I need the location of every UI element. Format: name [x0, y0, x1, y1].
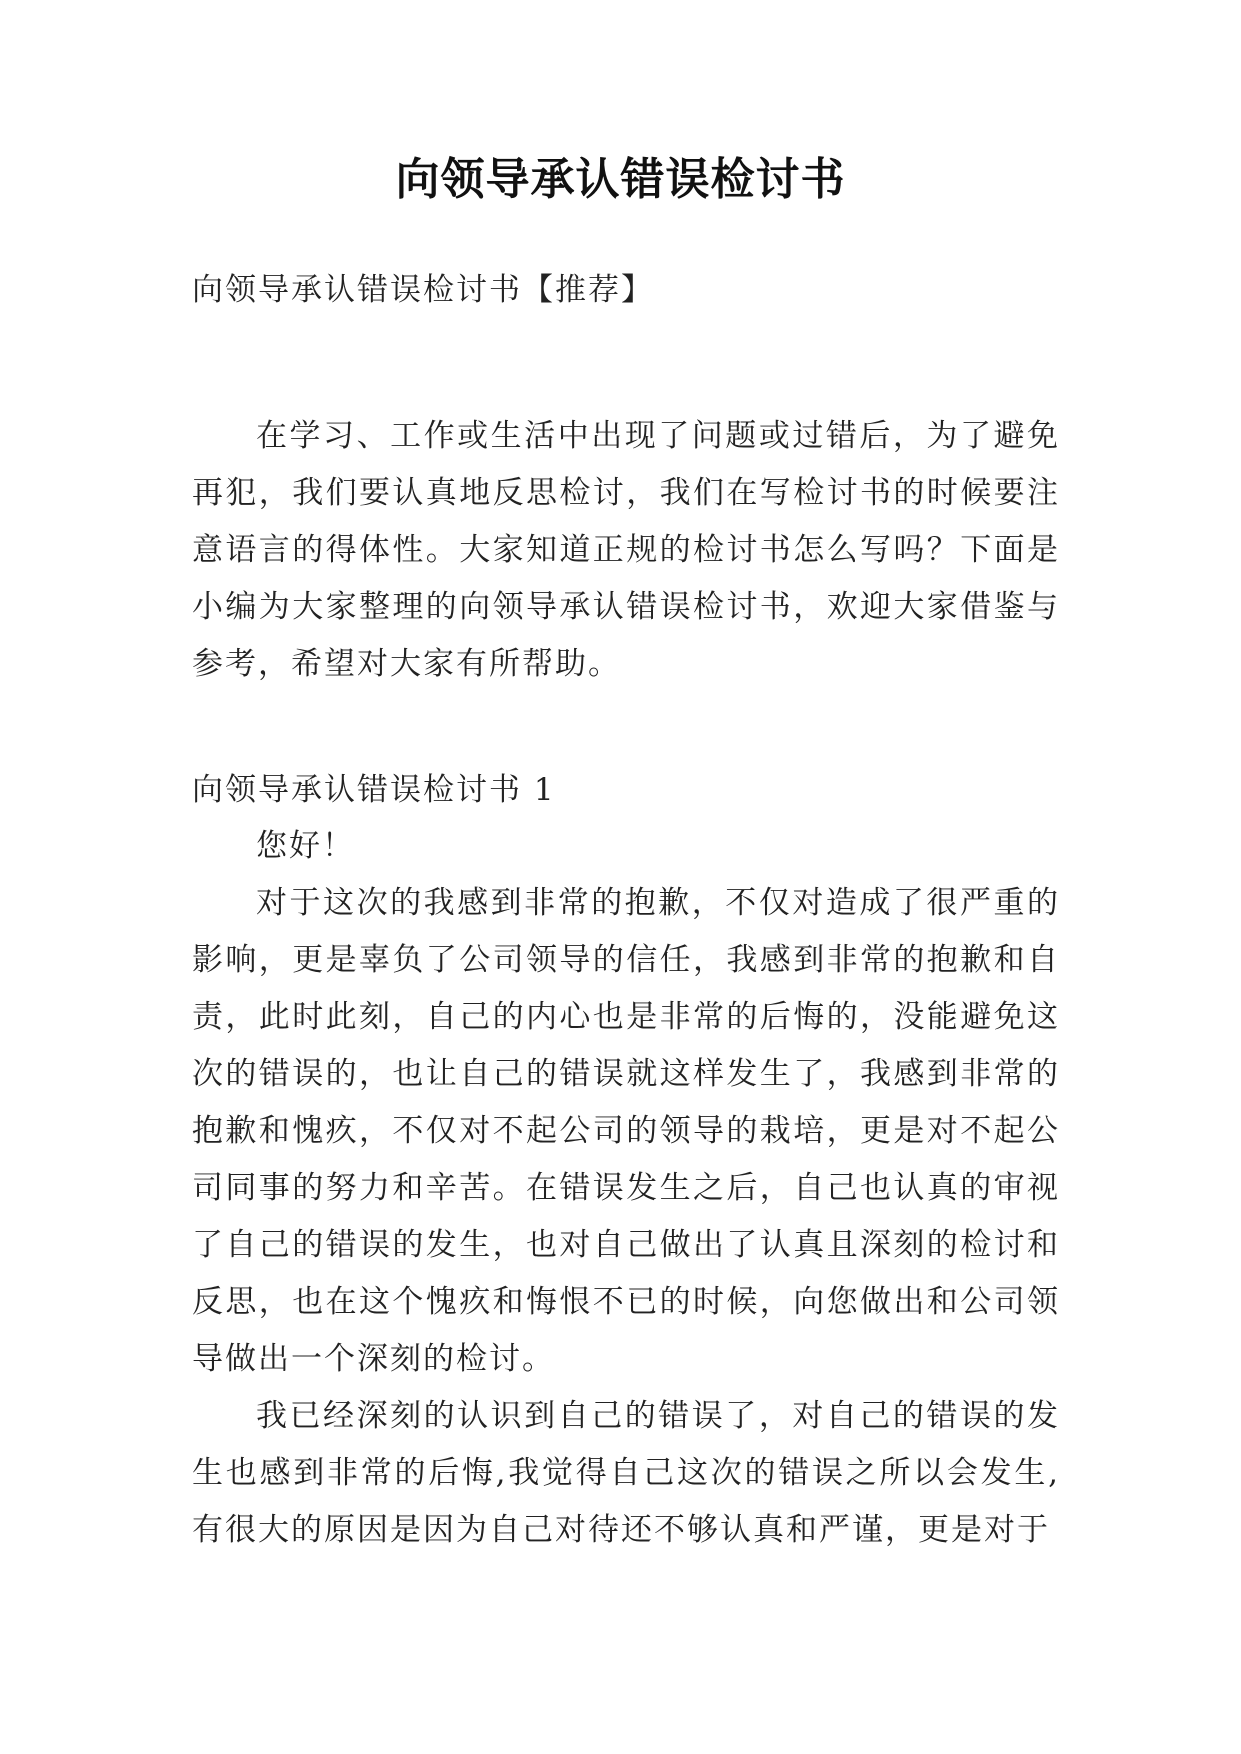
intro-text: 在学习、工作或生活中出现了问题或过错后，为了避免再犯，我们要认真地反思检讨，我们在写检讨书的时候要注意语言的得体性。大家知道正规的检讨书怎么写吗？下面是小编为大家整理的向领导承认错误检讨书，欢迎大家借鉴与参考，希望对大家有所帮助。 [192, 418, 1060, 682]
body-paragraph-1: 对于这次的我感到非常的抱歉，不仅对造成了很严重的影响，更是辜负了公司领导的信任，我感到非常的抱歉和自责，此时此刻，自己的内心也是非常的后悔的，没能避免这次的错误的，也让自己的错误就这样发生了，我感到非常的抱歉和愧疚，不仅对不起公司的领导的栽培，更是对不起公司同事的努力和辛苦。在错误发生之后，自己也认真的审视了自己的错误的发生，也对自己做出了认真且深刻的检讨和反思，也在这个愧疚和悔恨不已的时候，向您做出和公司领导做出一个深刻的检讨。 [192, 885, 1060, 1377]
greeting: 您好！ [256, 828, 355, 864]
intro-paragraph [192, 408, 1060, 693]
document-title: 向领导承认错误检讨书 [395, 154, 846, 205]
body-paragraph-2: 我已经深刻的认识到自己的错误了，对自己的错误的发生也感到非常的后悔,我觉得自己这次的错误之所以会发生,有很大的原因是因为自己对待还不够认真和严谨，更是对于 [192, 1398, 1060, 1548]
section-heading: 向领导承认错误检讨书 1 [192, 772, 556, 808]
document-subtitle: 向领导承认错误检讨书【推荐】 [192, 272, 654, 308]
letter-body [192, 818, 1060, 1559]
